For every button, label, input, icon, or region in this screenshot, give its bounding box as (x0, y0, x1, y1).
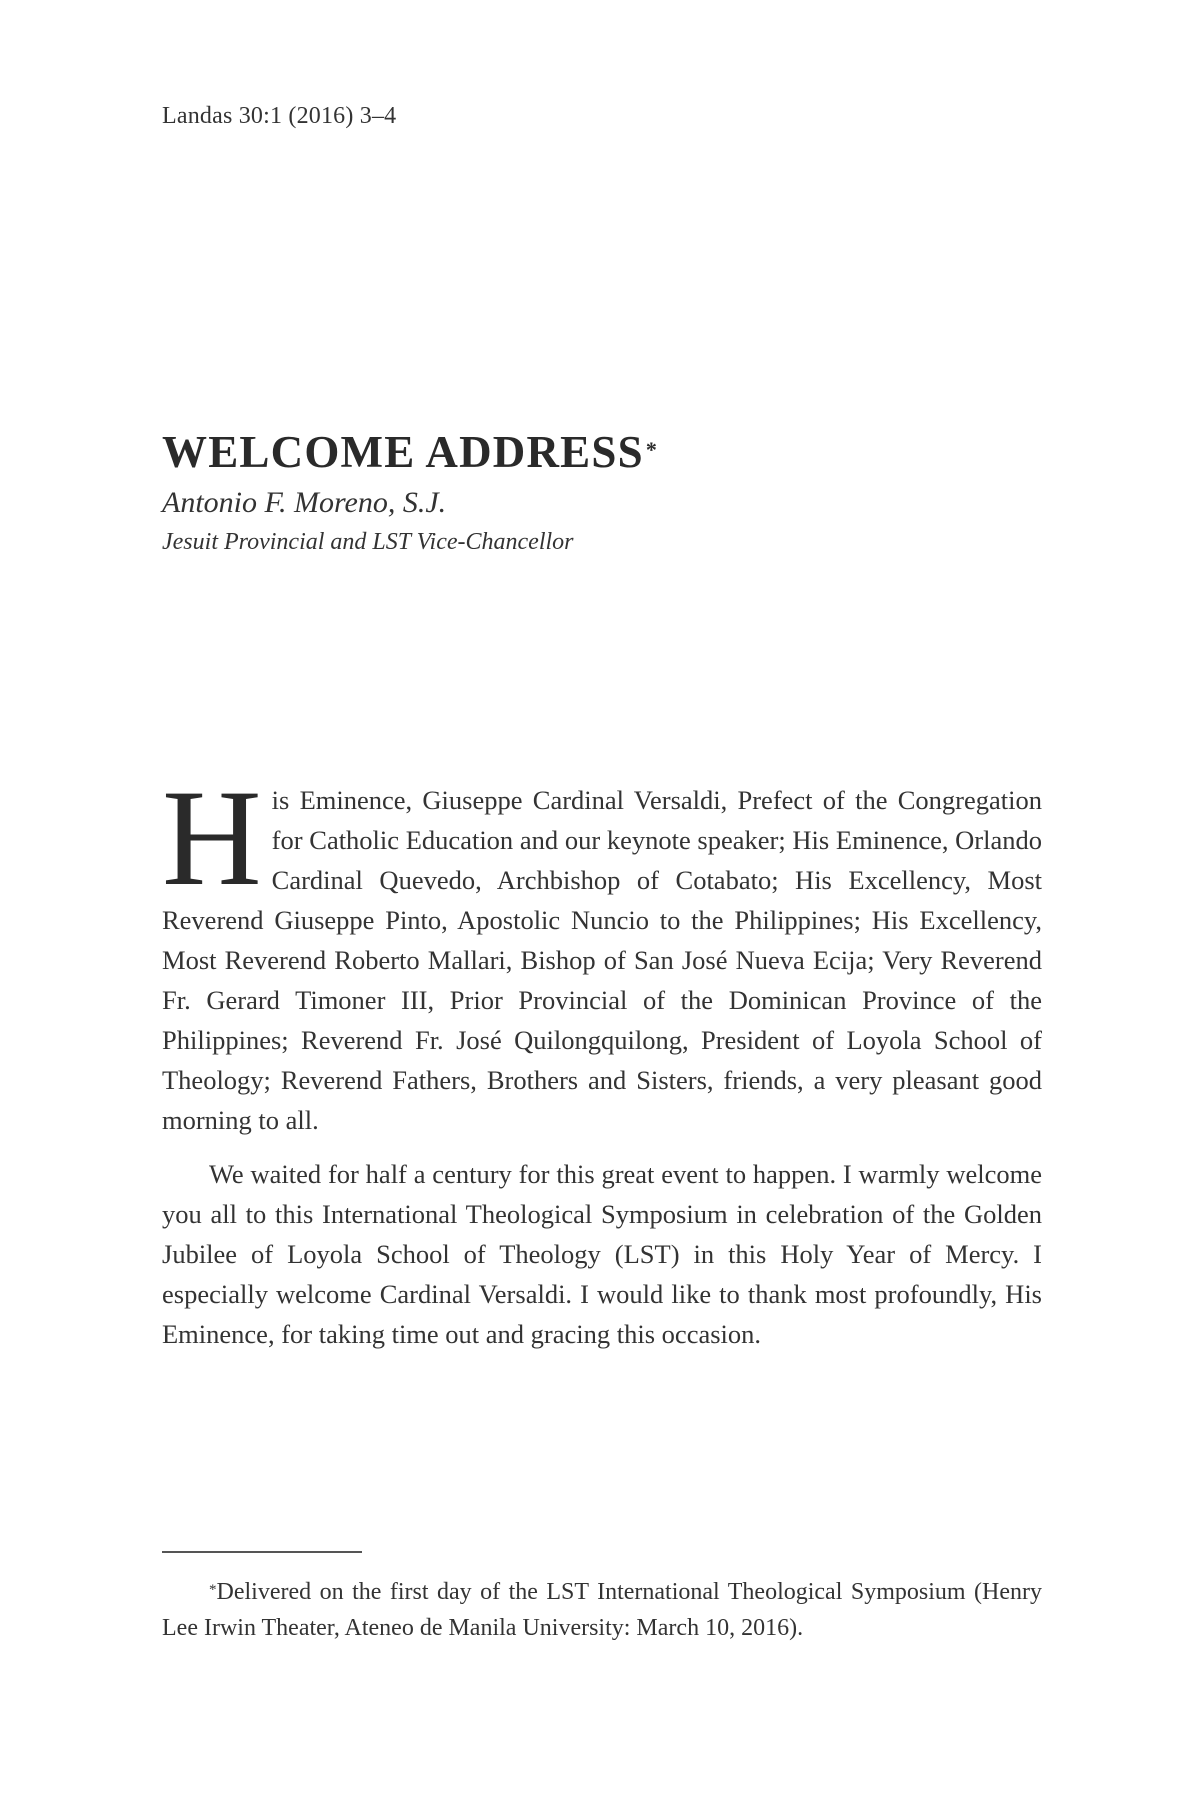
article-title (162, 425, 1042, 479)
author-affiliation: Jesuit Provincial and LST Vice-Chancellor (162, 529, 574, 555)
paragraph-salutation (162, 761, 1042, 1140)
article-header (162, 425, 1042, 559)
footnote-mark: * (209, 1582, 217, 1598)
running-head: Landas 30:1 (2016) 3–4 (162, 103, 397, 129)
article-title-text: WELCOME ADDRESS (162, 427, 644, 477)
author-name: Antonio F. Moreno, S.J. (162, 486, 447, 519)
paragraph-welcome: We waited for half a century for this great event to happen. I warmly welcome you all to this International Theological Symposium in celebration of the Golden Jubilee of Loyola School of Theology (LST) in this Holy Year of Mercy. I especially welcome Cardinal Versaldi. I would like to thank most profoundly, His Eminence, for taking time out and gracing this occasion. (162, 1159, 1042, 1349)
paragraph-salutation-text: is Eminence, Giuseppe Cardinal Versaldi, Prefect of the Congregation for Catholic Education and our keynote speaker; His Eminence, Orlando Cardinal Quevedo, Archbishop of Cotabato; His Excellency, Most Reverend Giuseppe Pinto, Apostolic Nuncio to the Philippines; His Excellency, Most Reverend Roberto Mallari, Bishop of San José Nueva Ecija; Very Reverend Fr. Gerard Timoner III, Prior Provincial of the Dominican Province of the Philippines; Reverend Fr. José Quilongquilong, President of Loyola School of Theology; Reverend Fathers, Brothers and Sisters, friends, a very pleasant good morning to all. (162, 785, 1042, 1135)
article-body (162, 761, 1042, 1354)
drop-cap: H (162, 761, 262, 914)
footnote-text: Delivered on the first day of the LST International Theological Symposium (Henry Lee Irwin Theater, Ateneo de Manila University: March 10, 2016). (162, 1579, 1042, 1641)
footnote (162, 1574, 1042, 1646)
title-footnote-mark: * (645, 437, 659, 462)
footnote-divider (162, 1551, 362, 1553)
